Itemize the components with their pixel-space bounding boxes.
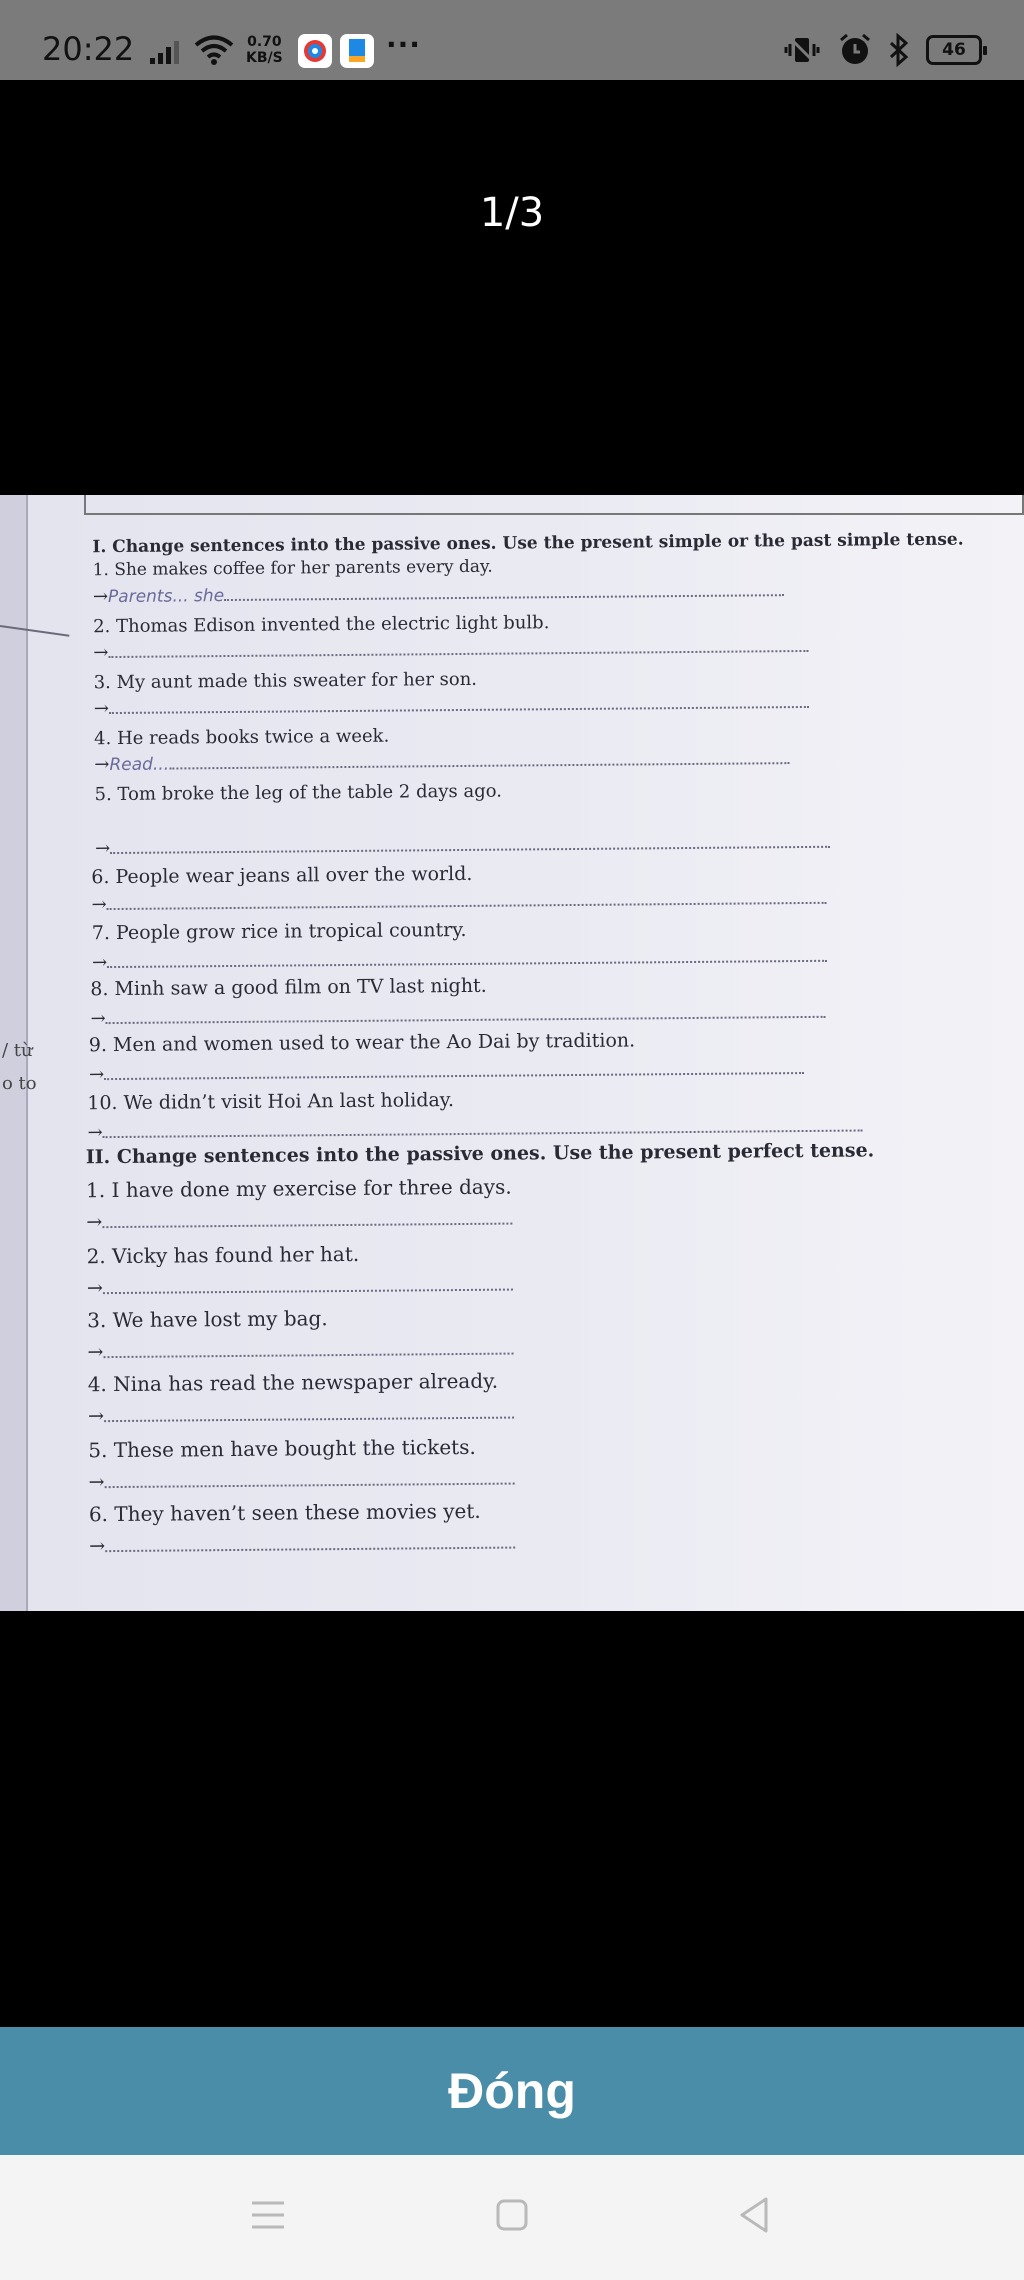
- home-icon: [492, 2195, 532, 2235]
- answer-line: [88, 1401, 514, 1428]
- file-notification-icon: [340, 34, 374, 68]
- answer-dots: [108, 634, 808, 658]
- answer-dots: [107, 944, 827, 968]
- handwritten-answer: Parents... she: [107, 586, 225, 608]
- page-counter: 1/3: [479, 190, 545, 236]
- answer-line: [93, 578, 784, 607]
- app-notification-icon: [298, 34, 332, 68]
- more-notifications-icon: ···: [386, 28, 421, 61]
- answer-line: [94, 690, 809, 719]
- margin-text: / từ: [2, 1040, 33, 1061]
- exercise-item: 9. Men and women used to wear the Ao Dai by tradition.: [88, 1029, 636, 1057]
- exercise-item: 5. These men have bought the tickets.: [88, 1434, 476, 1463]
- battery-indicator: 46: [926, 35, 982, 65]
- answer-dots: [103, 1273, 513, 1295]
- answer-dots: [109, 690, 809, 714]
- arrow: →: [94, 754, 110, 776]
- answer-line: [89, 1056, 804, 1085]
- margin-text: o to: [2, 1073, 37, 1094]
- answer-dots: [110, 830, 830, 854]
- status-bar: [0, 0, 1024, 80]
- section-2-heading: II. Change sentences into the passive ones. Use the present perfect tense.: [85, 1139, 875, 1169]
- exercise-item: 1. She makes coffee for her parents every day.: [92, 556, 493, 581]
- answer-line: [89, 1467, 515, 1494]
- arrow: →: [87, 1122, 103, 1144]
- arrow: →: [88, 1471, 105, 1494]
- exercise-item: 2. Vicky has found her hat.: [86, 1241, 360, 1269]
- close-button[interactable]: [0, 2027, 1024, 2155]
- answer-line: [90, 1000, 825, 1029]
- exercise-item: 6. They haven’t seen these movies yet.: [88, 1498, 481, 1527]
- wifi-icon: [194, 34, 234, 66]
- arrow: →: [93, 698, 110, 720]
- answer-dots: [104, 1056, 804, 1080]
- answer-line: [87, 1273, 513, 1300]
- menu-icon: [248, 2197, 288, 2233]
- arrow: →: [94, 838, 111, 860]
- arrow: →: [89, 1535, 106, 1558]
- exercise-item: 3. My aunt made this sweater for her son.: [93, 668, 478, 694]
- back-icon: [734, 2195, 774, 2235]
- bluetooth-icon: [888, 33, 910, 67]
- arrow: →: [92, 586, 109, 608]
- exercise-item: 4. He reads books twice a week.: [94, 725, 390, 750]
- answer-line: [87, 1337, 513, 1364]
- answer-dots: [224, 578, 784, 601]
- exercise-item: 10. We didn’t visit Hoi An last holiday.: [87, 1089, 455, 1115]
- answer-line: [92, 944, 827, 973]
- exercise-item: 8. Minh saw a good film on TV last night.: [90, 974, 487, 1001]
- answer-line: [86, 1207, 512, 1234]
- section-1-heading: I. Change sentences into the passive ones. Use the present simple or the past simple tense.: [92, 529, 964, 558]
- arrow: →: [91, 952, 108, 974]
- back-button[interactable]: [724, 2185, 784, 2245]
- vibrate-icon: [782, 34, 822, 66]
- arrow: →: [90, 1008, 106, 1030]
- arrow: →: [87, 1405, 105, 1428]
- exercise-item: 4. Nina has read the newspaper already.: [87, 1368, 499, 1397]
- navigation-bar: [0, 2155, 1024, 2280]
- net-speed-value: 0.70: [247, 34, 282, 50]
- answer-dots: [105, 1531, 515, 1553]
- answer-line: [89, 1531, 515, 1558]
- answer-dots: [103, 1337, 513, 1359]
- arrow: →: [86, 1211, 103, 1234]
- close-button-label: Đóng: [448, 2063, 576, 2119]
- answer-dots: [102, 1207, 512, 1229]
- alarm-icon: [838, 33, 872, 67]
- home-button[interactable]: [482, 2185, 542, 2245]
- worksheet-photo[interactable]: [0, 495, 1024, 1611]
- exercise-item: 6. People wear jeans all over the world.: [91, 862, 473, 889]
- net-speed-unit: KB/S: [246, 50, 283, 66]
- exercise-item: 3. We have lost my bag.: [87, 1306, 328, 1333]
- answer-line: [94, 746, 789, 775]
- arrow: →: [93, 642, 109, 664]
- answer-line: [95, 830, 830, 859]
- exercise-item: 5. Tom broke the leg of the table 2 days ago.: [94, 780, 503, 806]
- answer-line: [87, 1113, 862, 1143]
- worksheet-page: [0, 495, 1024, 1611]
- signal-icon: [150, 38, 184, 64]
- exercise-item: 7. People grow rice in tropical country.: [91, 918, 467, 945]
- arrow: →: [87, 1341, 104, 1364]
- status-right-icons: [782, 32, 982, 68]
- status-time: 20:22: [42, 30, 135, 68]
- handwritten-answer: Read...: [109, 754, 170, 776]
- answer-dots: [103, 1113, 863, 1138]
- arrow: →: [91, 894, 107, 916]
- arrow: →: [86, 1277, 103, 1300]
- answer-dots: [169, 746, 789, 769]
- exercise-item: 2. Thomas Edison invented the electric light bulb.: [93, 612, 550, 638]
- arrow: →: [88, 1064, 105, 1086]
- answer-dots: [104, 1467, 514, 1489]
- answer-dots: [107, 886, 827, 910]
- menu-button[interactable]: [238, 2185, 298, 2245]
- exercise-item: 1. I have done my exercise for three days.: [85, 1174, 512, 1203]
- net-speed: [246, 34, 283, 66]
- answer-line: [91, 886, 826, 915]
- answer-dots: [104, 1401, 514, 1423]
- answer-line: [93, 634, 808, 663]
- answer-dots: [106, 1000, 826, 1024]
